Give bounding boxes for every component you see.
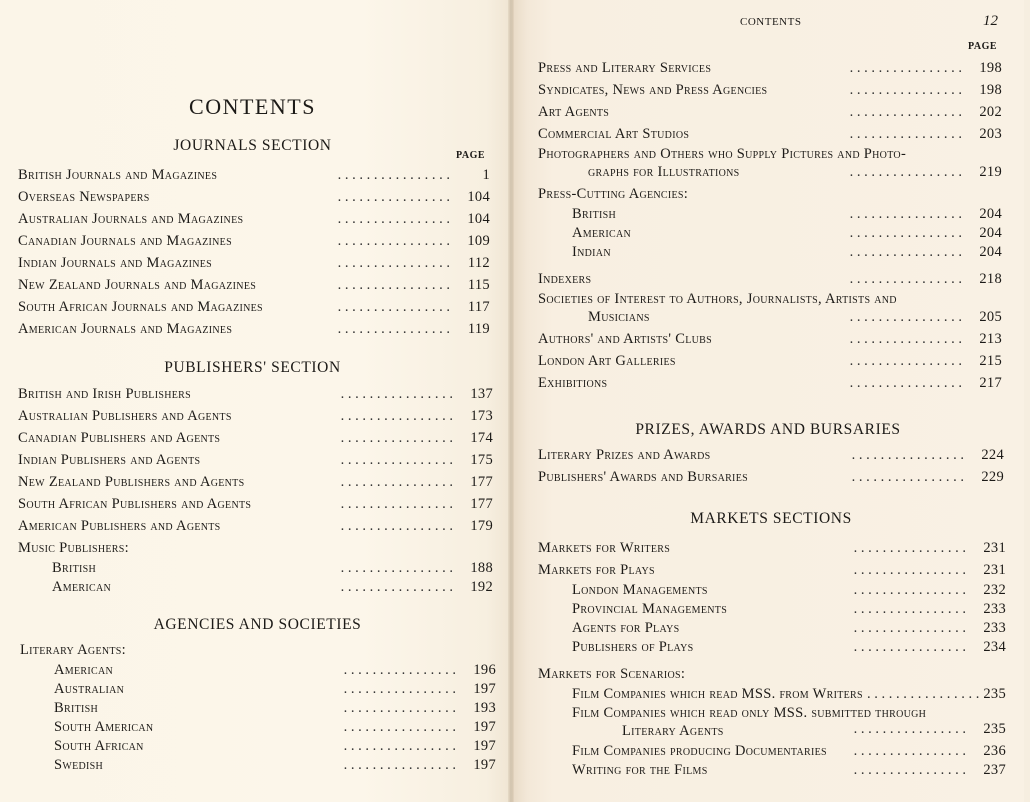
toc-entry-label xyxy=(54,756,107,775)
toc-entry-page-number: 203 xyxy=(979,126,1002,142)
toc-entry-label xyxy=(572,619,683,638)
toc-entry-label-text: British xyxy=(572,206,616,222)
toc-entry[interactable] xyxy=(538,742,1006,761)
toc-entry[interactable] xyxy=(538,638,1006,657)
toc-entry-label-line1: Film Companies which read only MSS. submitted through xyxy=(572,705,927,721)
toc-entry-label xyxy=(572,704,930,740)
toc-entry-label-text: Agents for Plays xyxy=(572,620,680,636)
toc-entry-label-text: Indian Journals and Magazines xyxy=(18,255,213,271)
toc-entry-page-number: 205 xyxy=(979,309,1002,325)
toc-entry-label-text: Publishers of Plays xyxy=(572,639,694,655)
toc-entry[interactable] xyxy=(20,737,496,756)
toc-entry[interactable] xyxy=(538,761,1006,780)
toc-entry-label-text: Swedish xyxy=(54,757,104,773)
toc-entry-page-number: 112 xyxy=(467,255,490,271)
toc-entry-label xyxy=(538,123,693,145)
dot-leader: . . . . . . . . . . . . . . . . xyxy=(849,206,962,222)
toc-entry-page-number: 231 xyxy=(983,562,1006,578)
toc-entry-label-text: Exhibitions xyxy=(538,375,608,391)
toc-entry-label xyxy=(18,449,204,471)
dot-leader: . . . . . . . . . . . . . . . . xyxy=(853,562,966,578)
toc-entry-label-text: Writing for the Films xyxy=(572,762,708,778)
toc-entry[interactable] xyxy=(538,101,1002,123)
toc-entry-label xyxy=(18,164,221,186)
toc-entry[interactable] xyxy=(538,704,1006,742)
toc-entry-label-text: Art Agents xyxy=(538,104,610,120)
toc-entry-label xyxy=(18,186,154,208)
toc-entry-label-text: Film Companies which read MSS. from Writers xyxy=(572,686,863,702)
dot-leader: . . . . . . . . . . . . . . . . xyxy=(853,582,966,598)
toc-entry-label xyxy=(572,243,615,262)
toc-entry-label xyxy=(18,230,236,252)
toc-entry-page-number: 196 xyxy=(473,662,496,678)
dot-leader: . . . . . . . . . . . . . . . . xyxy=(340,496,453,512)
dot-leader: . . . . . . . . . . . . . . . . xyxy=(340,474,453,490)
toc-entry-label-line2: Musicians xyxy=(588,309,650,325)
toc-entry-label xyxy=(538,350,680,372)
dot-leader: . . . . . . . . . . . . . . . . xyxy=(343,757,456,773)
toc-entry-page-number: 204 xyxy=(979,225,1002,241)
toc-entry[interactable] xyxy=(538,600,1006,619)
toc-entry[interactable] xyxy=(18,208,490,230)
dot-leader: . . . . . . . . . . . . . . . . xyxy=(340,430,453,446)
toc-entry-label-text: Australian Journals and Magazines xyxy=(18,211,244,227)
section-heading-agencies: AGENCIES AND SOCIETIES xyxy=(153,616,362,633)
toc-entry-page-number: 237 xyxy=(983,762,1006,778)
toc-entry-label-text: Syndicates, News and Press Agencies xyxy=(538,82,768,98)
toc-entry-label xyxy=(54,680,128,699)
toc-entry-label-text: Australian xyxy=(54,681,125,697)
toc-entry-label-text: Press and Literary Services xyxy=(538,60,712,76)
toc-entry-label xyxy=(18,405,236,427)
dot-leader: . . . . . . . . . . . . . . . . xyxy=(849,309,962,325)
toc-entry-label-text: Canadian Journals and Magazines xyxy=(18,233,232,249)
toc-entry-page-number: 204 xyxy=(979,244,1002,260)
toc-entry-label-line2: Literary Agents xyxy=(622,723,724,739)
toc-entry-page-number: 198 xyxy=(979,60,1002,76)
section-heading-prizes: PRIZES, AWARDS AND BURSARIES xyxy=(635,421,901,438)
toc-entry[interactable] xyxy=(538,685,1006,704)
toc-entry[interactable] xyxy=(538,205,1002,224)
dot-leader: . . . . . . . . . . . . . . . . xyxy=(340,518,453,534)
page-column-label: PAGE xyxy=(456,150,486,161)
toc-entry-page-number: 119 xyxy=(467,321,490,337)
toc-entry-page-number: 235 xyxy=(983,721,1006,737)
toc-entry-page-number: 234 xyxy=(983,639,1006,655)
toc-entry-label-text: Authors' and Artists' Clubs xyxy=(538,331,712,347)
dot-leader: . . . . . . . . . . . . . . . . xyxy=(337,321,450,337)
toc-entry-page-number: 197 xyxy=(473,757,496,773)
toc-entry-label-text: Canadian Publishers and Agents xyxy=(18,430,221,446)
dot-leader: . . . . . . . . . . . . . . . . xyxy=(340,386,453,402)
toc-entry-label-text: American Journals and Magazines xyxy=(18,321,233,337)
toc-entry-label xyxy=(18,427,224,449)
toc-entry-label xyxy=(572,761,712,780)
toc-entry-label-line1: Societies of Interest to Authors, Journalists, Artists and xyxy=(538,291,897,307)
toc-entry[interactable] xyxy=(18,186,490,208)
toc-entry-page-number: 233 xyxy=(983,601,1006,617)
toc-entry-label xyxy=(572,581,712,600)
toc-entry-label-text: Provincial Managements xyxy=(572,601,728,617)
toc-entry-label xyxy=(538,559,659,581)
toc-entry-label-text: Film Companies producing Documentaries xyxy=(572,743,827,759)
toc-entry[interactable] xyxy=(18,449,493,471)
toc-entry-label xyxy=(52,578,115,597)
toc-entry-page-number: 193 xyxy=(473,700,496,716)
toc-entry[interactable] xyxy=(20,699,496,718)
toc-entry[interactable] xyxy=(18,493,493,515)
toc-entry-label-text: South African Publishers and Agents xyxy=(18,496,252,512)
toc-entry-page-number: 109 xyxy=(467,233,490,249)
toc-entry[interactable] xyxy=(18,296,490,318)
toc-entry-label-line1: Photographers and Others who Supply Pictures and Photo- xyxy=(538,146,907,162)
toc-entry-label xyxy=(572,638,698,657)
toc-entry-label-text: American xyxy=(572,225,631,241)
toc-entry[interactable] xyxy=(18,471,493,493)
toc-entry-label-text: American xyxy=(54,662,113,678)
toc-entry-label-text: Literary Prizes and Awards xyxy=(538,447,711,463)
toc-entry-label xyxy=(572,224,635,243)
toc-entry[interactable] xyxy=(538,224,1002,243)
toc-entry-page-number: 137 xyxy=(470,386,493,402)
dot-leader: . . . . . . . . . . . . . . . . xyxy=(849,82,962,98)
toc-entry-page-number: 231 xyxy=(983,540,1006,556)
toc-entry-page-number: 104 xyxy=(467,189,490,205)
dot-leader: . . . . . . . . . . . . . . . . xyxy=(340,452,453,468)
dot-leader: . . . . . . . . . . . . . . . . xyxy=(853,601,966,617)
toc-entry-label xyxy=(538,537,674,559)
dot-leader: . . . . . . . . . . . . . . . . xyxy=(337,167,450,183)
dot-leader: . . . . . . . . . . . . . . . . xyxy=(337,233,450,249)
toc-entry-page-number: 115 xyxy=(467,277,490,293)
toc-entry-label xyxy=(538,328,716,350)
dot-leader: . . . . . . . . . . . . . . . . xyxy=(853,540,966,556)
dot-leader: . . . . . . . . . . . . . . . . xyxy=(853,620,966,636)
toc-entry-page-number: 192 xyxy=(470,579,493,595)
toc-entry-page-number: 197 xyxy=(473,719,496,735)
toc-markets-section xyxy=(538,537,1006,780)
toc-entry-label xyxy=(18,252,216,274)
toc-entry[interactable] xyxy=(18,578,493,597)
toc-agencies-section xyxy=(20,639,496,775)
toc-entry-label-text: South African xyxy=(54,738,144,754)
toc-entry-label-text: British xyxy=(52,560,96,576)
toc-entry[interactable] xyxy=(20,756,496,775)
toc-entry[interactable] xyxy=(18,274,490,296)
toc-entry-label-text: Publishers' Awards and Bursaries xyxy=(538,469,748,485)
toc-group-label: Literary Agents: xyxy=(20,642,126,658)
toc-entry-label-text: American xyxy=(52,579,111,595)
toc-entry-label-text: London Art Galleries xyxy=(538,353,676,369)
dot-leader: . . . . . . . . . . . . . . . . xyxy=(851,447,964,463)
toc-entry[interactable] xyxy=(20,718,496,737)
dot-leader: . . . . . . . . . . . . . . . . xyxy=(340,579,453,595)
dot-leader: . . . . . . . . . . . . . . . . xyxy=(337,277,450,293)
toc-entry[interactable] xyxy=(18,515,493,537)
toc-entry-page-number: 188 xyxy=(470,560,493,576)
dot-leader: . . . . . . . . . . . . . . . . xyxy=(849,104,962,120)
toc-entry-label-text: London Managements xyxy=(572,582,708,598)
dot-leader: . . . . . . . . . . . . . . . . xyxy=(337,189,450,205)
toc-group-heading xyxy=(18,537,493,559)
dot-leader: . . . . . . . . . . . . . . . . xyxy=(343,738,456,754)
dot-leader: . . . . . . . . . . . . . . . . xyxy=(849,60,962,76)
toc-entry[interactable] xyxy=(18,559,493,578)
toc-entry-label xyxy=(18,208,247,230)
toc-entry[interactable] xyxy=(538,350,1002,372)
toc-entry-label-text: British xyxy=(54,700,98,716)
dot-leader: . . . . . . . . . . . . . . . . xyxy=(849,375,962,391)
toc-entry[interactable] xyxy=(18,318,490,340)
dot-leader: . . . . . . . . . . . . . . . . xyxy=(343,719,456,735)
toc-entry[interactable] xyxy=(538,290,1002,328)
toc-entry-page-number: 217 xyxy=(979,375,1002,391)
toc-entry-label xyxy=(18,274,260,296)
toc-entry-label xyxy=(54,661,117,680)
toc-publishers-section xyxy=(18,383,493,597)
toc-entry-page-number: 233 xyxy=(983,620,1006,636)
toc-entry[interactable] xyxy=(18,164,490,186)
dot-leader: . . . . . . . . . . . . . . . . xyxy=(849,164,962,180)
toc-entry-label-text: Commercial Art Studios xyxy=(538,126,690,142)
toc-entry[interactable] xyxy=(18,405,493,427)
dot-leader: . . . . . . . . . . . . . . . . xyxy=(337,299,450,315)
toc-entry-label xyxy=(538,466,752,488)
toc-entry-label xyxy=(538,57,715,79)
toc-entry-page-number: 218 xyxy=(979,271,1002,287)
contents-title: CONTENTS xyxy=(189,94,316,119)
toc-entry[interactable] xyxy=(538,444,1004,466)
toc-entry-label-text: South American xyxy=(54,719,154,735)
toc-entry-label xyxy=(18,515,225,537)
toc-entry-label-text: New Zealand Journals and Magazines xyxy=(18,277,257,293)
dot-leader: . . . . . . . . . . . . . . . . xyxy=(853,743,966,759)
dot-leader: . . . . . . . . . . . . . . . . xyxy=(343,662,456,678)
toc-entry-label-text: New Zealand Publishers and Agents xyxy=(18,474,245,490)
toc-entry-label xyxy=(538,372,611,394)
toc-prizes-section xyxy=(538,444,1004,488)
toc-entry-label xyxy=(538,145,910,181)
toc-entry-page-number: 213 xyxy=(979,331,1002,347)
toc-entry-label xyxy=(18,493,255,515)
toc-entry-page-number: 117 xyxy=(467,299,490,315)
toc-entry-page-number: 235 xyxy=(983,686,1006,702)
toc-entry-page-number: 197 xyxy=(473,681,496,697)
section-heading-journals: JOURNALS SECTION xyxy=(173,137,332,154)
dot-leader: . . . . . . . . . . . . . . . . xyxy=(851,469,964,485)
toc-continued xyxy=(538,57,1002,394)
toc-group-heading xyxy=(20,639,496,661)
section-heading-publishers: PUBLISHERS' SECTION xyxy=(164,359,341,376)
dot-leader: . . . . . . . . . . . . . . . . xyxy=(867,686,980,702)
page-number: 12 xyxy=(983,13,998,29)
toc-entry[interactable] xyxy=(538,328,1002,350)
dot-leader: . . . . . . . . . . . . . . . . xyxy=(340,560,453,576)
toc-entry-label xyxy=(538,290,901,326)
toc-entry-label-line2: graphs for Illustrations xyxy=(588,164,740,180)
toc-entry-label-text: Indexers xyxy=(538,271,592,287)
toc-entry-label xyxy=(538,101,613,123)
toc-group-heading xyxy=(538,183,1002,205)
toc-entry[interactable] xyxy=(18,383,493,405)
toc-entry-label xyxy=(572,742,831,761)
toc-entry-page-number: 197 xyxy=(473,738,496,754)
dot-leader: . . . . . . . . . . . . . . . . xyxy=(853,721,966,737)
dot-leader: . . . . . . . . . . . . . . . . xyxy=(853,762,966,778)
toc-entry-page-number: 173 xyxy=(470,408,493,424)
toc-entry-label-text: Indian Publishers and Agents xyxy=(18,452,201,468)
toc-entry[interactable] xyxy=(538,243,1002,262)
toc-entry-label xyxy=(18,383,195,405)
toc-entry-label-text: Markets for Plays xyxy=(538,562,655,578)
toc-entry-page-number: 175 xyxy=(470,452,493,468)
toc-entry-label xyxy=(18,296,267,318)
toc-group-label: Markets for Scenarios: xyxy=(538,666,686,682)
book-gutter xyxy=(508,0,514,802)
toc-entry[interactable] xyxy=(538,372,1002,394)
toc-entry[interactable] xyxy=(538,559,1006,581)
page-column-label-right: PAGE xyxy=(968,41,998,52)
toc-entry[interactable] xyxy=(538,537,1006,559)
toc-entry-label-text: American Publishers and Agents xyxy=(18,518,221,534)
dot-leader: . . . . . . . . . . . . . . . . xyxy=(340,408,453,424)
toc-entry[interactable] xyxy=(538,79,1002,101)
toc-entry-label xyxy=(572,685,867,704)
toc-entry-label xyxy=(538,268,595,290)
toc-entry[interactable] xyxy=(538,57,1002,79)
dot-leader: . . . . . . . . . . . . . . . . xyxy=(343,700,456,716)
dot-leader: . . . . . . . . . . . . . . . . xyxy=(337,255,450,271)
toc-entry-page-number: 198 xyxy=(979,82,1002,98)
section-heading-markets: MARKETS SECTIONS xyxy=(690,510,852,527)
toc-entry-page-number: 232 xyxy=(983,582,1006,598)
toc-entry-label xyxy=(572,600,731,619)
toc-entry-label xyxy=(572,205,620,224)
toc-entry[interactable] xyxy=(18,230,490,252)
toc-entry-label xyxy=(54,718,157,737)
dot-leader: . . . . . . . . . . . . . . . . xyxy=(849,271,962,287)
toc-entry-page-number: 202 xyxy=(979,104,1002,120)
toc-entry-label-text: South African Journals and Magazines xyxy=(18,299,263,315)
toc-entry-label-text: British and Irish Publishers xyxy=(18,386,191,402)
dot-leader: . . . . . . . . . . . . . . . . xyxy=(849,244,962,260)
toc-entry-label-text: Australian Publishers and Agents xyxy=(18,408,232,424)
toc-entry-label-text: Overseas Newspapers xyxy=(18,189,150,205)
toc-entry[interactable] xyxy=(18,427,493,449)
dot-leader: . . . . . . . . . . . . . . . . xyxy=(343,681,456,697)
toc-entry-page-number: 1 xyxy=(482,167,490,183)
toc-entry-page-number: 215 xyxy=(979,353,1002,369)
toc-entry-page-number: 177 xyxy=(470,496,493,512)
toc-entry-page-number: 236 xyxy=(983,743,1006,759)
toc-entry-page-number: 177 xyxy=(470,474,493,490)
toc-entry-page-number: 229 xyxy=(981,469,1004,485)
toc-entry[interactable] xyxy=(538,466,1004,488)
toc-entry[interactable] xyxy=(538,268,1002,290)
dot-leader: . . . . . . . . . . . . . . . . xyxy=(849,225,962,241)
toc-entry-label xyxy=(18,471,248,493)
toc-entry[interactable] xyxy=(538,123,1002,145)
toc-entry-page-number: 179 xyxy=(470,518,493,534)
toc-entry[interactable] xyxy=(20,680,496,699)
toc-entry-label xyxy=(538,444,715,466)
toc-entry[interactable] xyxy=(538,145,1002,183)
toc-journals-section xyxy=(18,164,490,340)
dot-leader: . . . . . . . . . . . . . . . . xyxy=(337,211,450,227)
toc-entry-label xyxy=(54,737,148,756)
toc-entry-page-number: 204 xyxy=(979,206,1002,222)
toc-entry-label-text: Indian xyxy=(572,244,611,260)
toc-entry-page-number: 224 xyxy=(981,447,1004,463)
toc-entry-label xyxy=(18,318,236,340)
toc-group-heading xyxy=(538,663,1006,685)
toc-entry-label xyxy=(52,559,100,578)
toc-group-label: Press-Cutting Agencies: xyxy=(538,186,689,202)
dot-leader: . . . . . . . . . . . . . . . . xyxy=(849,331,962,347)
toc-entry-label-text: British Journals and Magazines xyxy=(18,167,218,183)
toc-entry[interactable] xyxy=(20,661,496,680)
toc-entry-label-text: Markets for Writers xyxy=(538,540,671,556)
toc-entry[interactable] xyxy=(18,252,490,274)
running-head: CONTENTS xyxy=(740,16,802,28)
dot-leader: . . . . . . . . . . . . . . . . xyxy=(849,353,962,369)
toc-entry-page-number: 104 xyxy=(467,211,490,227)
toc-entry-page-number: 219 xyxy=(979,164,1002,180)
toc-entry[interactable] xyxy=(538,581,1006,600)
toc-entry[interactable] xyxy=(538,619,1006,638)
toc-entry-page-number: 174 xyxy=(470,430,493,446)
toc-group-label: Music Publishers: xyxy=(18,540,129,556)
dot-leader: . . . . . . . . . . . . . . . . xyxy=(853,639,966,655)
dot-leader: . . . . . . . . . . . . . . . . xyxy=(849,126,962,142)
toc-entry-label xyxy=(538,79,771,101)
toc-entry-label xyxy=(54,699,102,718)
